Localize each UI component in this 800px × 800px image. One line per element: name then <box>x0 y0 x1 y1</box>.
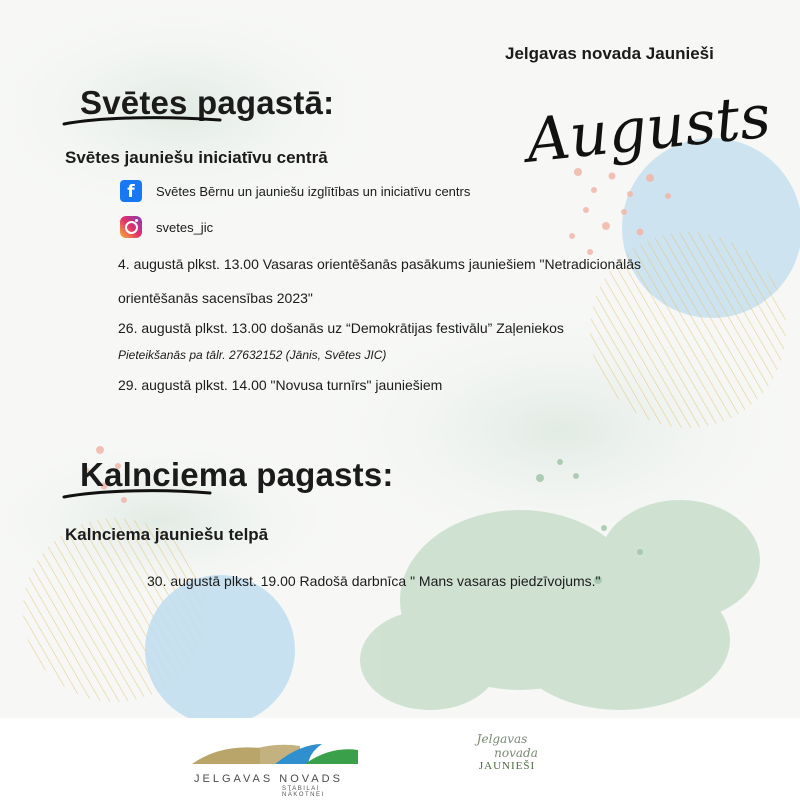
event-line: orientēšanās sacensības 2023" <box>118 290 313 306</box>
logo2-caps: JAUNIEŠI <box>478 760 536 772</box>
instagram-row[interactable] <box>120 216 213 238</box>
logo1-tagline: STABILAI NĀKOTNEI <box>282 786 325 798</box>
blue-blob-left <box>145 575 295 725</box>
footer <box>0 718 800 800</box>
section-subtitle-svete: Svētes jauniešu iniciatīvu centrā <box>65 148 328 167</box>
brand-title: Jelgavas novada Jaunieši <box>505 44 714 63</box>
logo2-script-line1: Jelgavas <box>476 732 528 746</box>
instagram-icon[interactable] <box>120 216 142 238</box>
title-underline-1 <box>62 114 222 128</box>
logo-waves <box>190 738 360 766</box>
facebook-label[interactable]: Svētes Bērnu un jauniešu izglītības un iniciatīvu centrs <box>156 183 471 199</box>
month-script-text: Augusts <box>523 81 774 177</box>
section-subtitle-kalnciems: Kalnciema jauniešu telpā <box>65 525 269 544</box>
jelgavas-jauniesi-logo <box>462 732 552 772</box>
logo1-name: JELGAVAS NOVADS <box>194 773 343 785</box>
facebook-icon[interactable]: f <box>120 180 142 202</box>
section-title-svete: Svētes pagastā: <box>80 84 335 121</box>
title-underline-2 <box>62 487 212 501</box>
event-line: 26. augustā plkst. 13.00 došanās uz “Demokrātijas festivālu” Zaļeniekos <box>118 320 564 336</box>
event-line: 4. augustā plkst. 13.00 Vasaras orientēšanās pasākums jauniešiem "Netradicionālās <box>118 256 642 272</box>
event-note: Pieteikšanās pa tālr. 27632152 (Jānis, Svētes JIC) <box>118 348 387 362</box>
event-line: 29. augustā plkst. 14.00 "Novusa turnīrs" jauniešiem <box>118 377 443 393</box>
jelgavas-novads-logo <box>190 738 360 798</box>
instagram-label[interactable]: svetes_jic <box>156 219 214 235</box>
event-line: 30. augustā plkst. 19.00 Radošā darbnīca " Mans vasaras piedzīvojums." <box>147 573 601 589</box>
month-script-title <box>520 60 774 190</box>
section-title-kalnciems: Kalnciema pagasts: <box>80 456 394 493</box>
facebook-row[interactable] <box>120 180 470 202</box>
logo2-script-line2: novada <box>494 746 538 760</box>
